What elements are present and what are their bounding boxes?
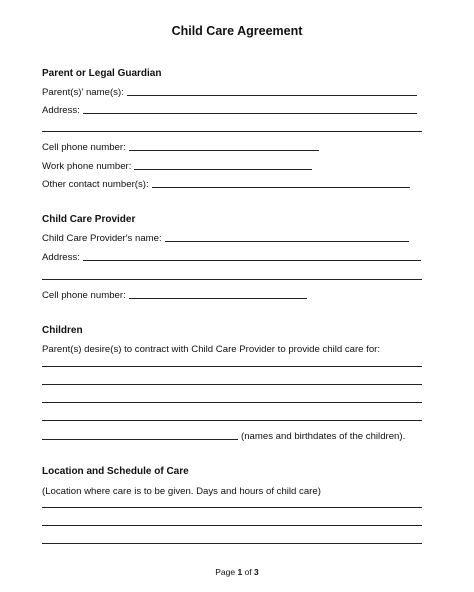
- parent-cell-field[interactable]: [129, 141, 319, 151]
- provider-section-heading: Child Care Provider: [42, 214, 136, 225]
- children-intro-text: Parent(s) desire(s) to contract with Child Care Provider to provide child care for:: [42, 344, 381, 355]
- page-footer: [0, 567, 474, 577]
- children-line-4[interactable]: [42, 420, 422, 421]
- provider-cell-field[interactable]: [129, 289, 307, 299]
- parent-address-field[interactable]: [83, 104, 417, 114]
- parent-address-label: Address:: [42, 105, 80, 116]
- children-line-2[interactable]: [42, 384, 422, 385]
- location-line-1[interactable]: [42, 507, 422, 508]
- page-title: Child Care Agreement: [171, 24, 303, 38]
- parent-address-row: [42, 102, 417, 116]
- provider-address-field[interactable]: [83, 251, 421, 261]
- children-section-heading: Children: [42, 325, 83, 336]
- provider-address-line-2[interactable]: [42, 279, 422, 280]
- parent-names-field[interactable]: [127, 86, 417, 96]
- parent-other-label: Other contact number(s):: [42, 179, 149, 190]
- parent-work-field[interactable]: [134, 160, 312, 170]
- location-line-2[interactable]: [42, 525, 422, 526]
- parent-work-label: Work phone number:: [42, 161, 132, 172]
- provider-cell-label: Cell phone number:: [42, 290, 126, 301]
- provider-name-field[interactable]: [165, 232, 409, 242]
- children-names-field[interactable]: [42, 430, 238, 440]
- location-line-3[interactable]: [42, 543, 422, 544]
- provider-name-label: Child Care Provider's name:: [42, 233, 162, 244]
- provider-address-label: Address:: [42, 252, 80, 263]
- footer-of-word: of: [244, 567, 252, 577]
- footer-page-total: 3: [254, 567, 259, 577]
- parent-cell-label: Cell phone number:: [42, 142, 126, 153]
- location-intro-text: (Location where care is to be given. Days and hours of child care): [42, 486, 321, 497]
- parent-names-row: [42, 84, 417, 98]
- parent-names-label: Parent(s)' name(s):: [42, 87, 124, 98]
- provider-cell-row: [42, 287, 307, 301]
- parent-other-field[interactable]: [152, 178, 410, 188]
- footer-page-number: 1: [237, 567, 243, 577]
- children-line-1[interactable]: [42, 366, 422, 367]
- parent-address-line-2[interactable]: [42, 131, 422, 132]
- parent-work-row: [42, 158, 312, 172]
- location-section-heading: Location and Schedule of Care: [42, 466, 189, 477]
- parent-other-row: [42, 176, 410, 190]
- children-names-suffix: (names and birthdates of the children).: [241, 431, 406, 442]
- parent-cell-row: [42, 139, 319, 153]
- parent-section-heading: Parent or Legal Guardian: [42, 68, 162, 79]
- children-line-3[interactable]: [42, 402, 422, 403]
- provider-address-row: [42, 249, 421, 263]
- children-names-row: [42, 428, 405, 442]
- footer-page-word: Page: [215, 567, 236, 577]
- provider-name-row: [42, 230, 409, 244]
